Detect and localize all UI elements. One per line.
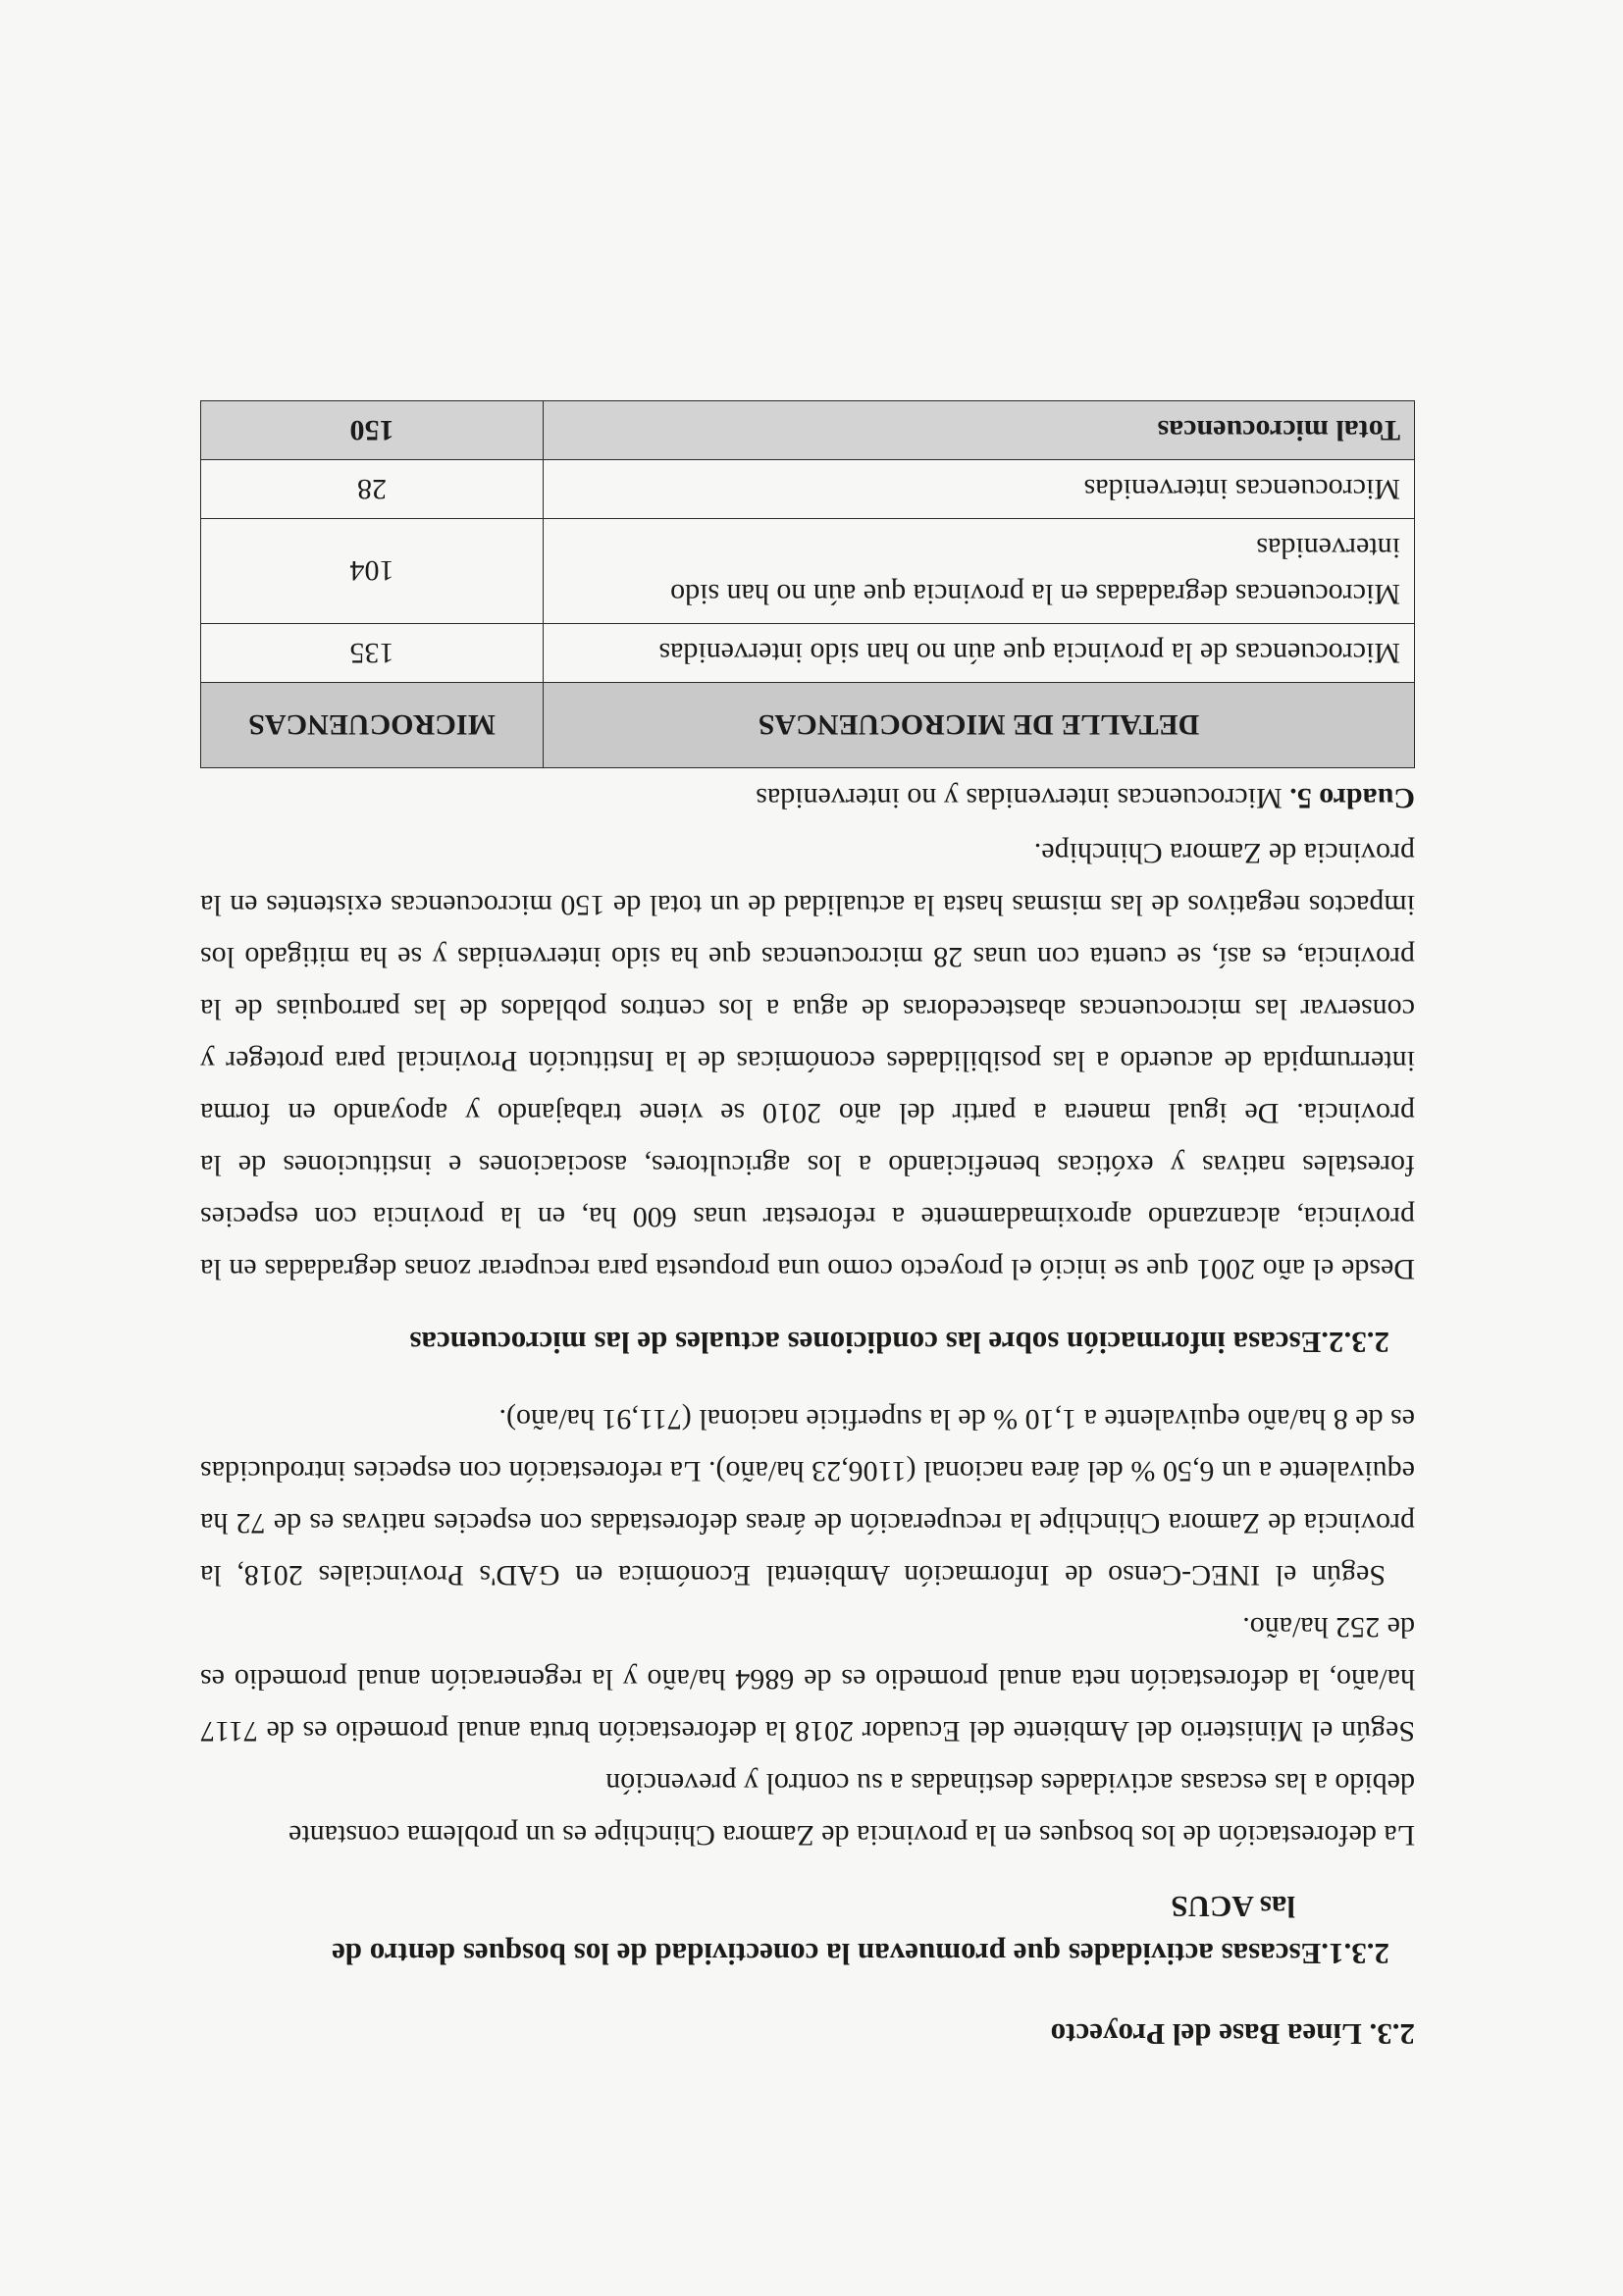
table-cell-value: 104 [201, 518, 544, 623]
page-content [200, 400, 1415, 2053]
section-heading: 2.3. Línea Base del Proyecto [1050, 2017, 1415, 2052]
table-row [201, 518, 1415, 623]
table-header-row [201, 682, 1415, 767]
paragraph-line: debido a las escasas actividades destinadas a su control y prevención [605, 1766, 1415, 1800]
subsection-heading-2-3-1 [200, 1883, 1415, 1977]
subsection-heading-line-2: las ACUS [1171, 1889, 1295, 1924]
table-cell-detail: Microcuencas degradadas en la provincia que aún no han sido intervenidas [544, 518, 1415, 623]
paragraph-ministry-stats: Según el Ministerio del Ambiente del Ecuador 2018 la deforestación bruta anual promedio es de 7117 ha/año, la deforestación neta anual promedio es de 6864 ha/año y la regeneración anual promedio es de 252 ha/año. [200, 1610, 1415, 1748]
subsection-heading-2-3-2: 2.3.2.Escasa información sobre las condiciones actuales de las microcuencas [409, 1325, 1389, 1360]
table-caption [200, 774, 1415, 821]
table-row [201, 459, 1415, 518]
paragraph-line: La deforestación de los bosques en la provincia de Zamora Chinchipe es un problema constante [288, 1818, 1415, 1852]
table-total-row [201, 400, 1415, 459]
subsection-heading-line-1: 2.3.1.Escasas actividades que promuevan la conectividad de los bosques dentro de [332, 1936, 1389, 1971]
table-row [201, 623, 1415, 682]
paragraph-inec-stats: Según el INEC-Censo de Información Ambiental Económica en GAD's Provinciales 2018, la provincia de Zamora Chinchipe la recuperación de áreas deforestadas con especies nativas es de 72 ha equivalente a un 6,50 % del área nacional (1106,23 ha/año). La reforestación con especies introducidas es de 8 ha/año equivalente a 1,10 % de la superficie nacional (711,91 ha/año). [200, 1402, 1415, 1592]
table-total-label: Total microcuencas [544, 400, 1415, 459]
table-header-detail: DETALLE DE MICROCUENCAS [544, 682, 1415, 767]
paragraph-project-history: Desde el año 2001 que se inició el proyecto como una propuesta para recuperar zonas degradadas en la provincia, alcanzando aproximadamente a reforestar unas 600 ha, en la provincia con especies forestales nativas y exóticas beneficiando a los agricultores, asociaciones e instituciones de la provincia. De igual manera a partir del año 2010 se viene trabajando y apoyando en forma interrumpida de acuerdo a las posibilidades económicas de la Institución Provincial para proteger y conservar las microcuencas abastecedoras de agua a los centros poblados de las parroquias de la provincia, es así, se cuenta con unas 28 microcuencas que ha sido intervenidas y se ha mitigado los impactos negativos de las mismas hasta la actualidad de un total de 150 microcuencas existentes en la provincia de Zamora Chinchipe. [200, 836, 1415, 1285]
microcuencas-table [200, 400, 1415, 768]
table-caption-label: Cuadro 5. [1289, 781, 1415, 814]
table-cell-detail: Microcuencas intervenidas [544, 459, 1415, 518]
table-caption-text: Microcuencas intervenidas y no intervenidas [756, 781, 1290, 814]
paragraph-deforestation-intro [200, 1757, 1415, 1861]
table-cell-detail: Microcuencas de la provincia que aún no han sido intervenidas [544, 623, 1415, 682]
table-header-count: MICROCUENCAS [201, 682, 544, 767]
table-cell-value: 135 [201, 623, 544, 682]
table-cell-value: 28 [201, 459, 544, 518]
table-total-value: 150 [201, 400, 544, 459]
